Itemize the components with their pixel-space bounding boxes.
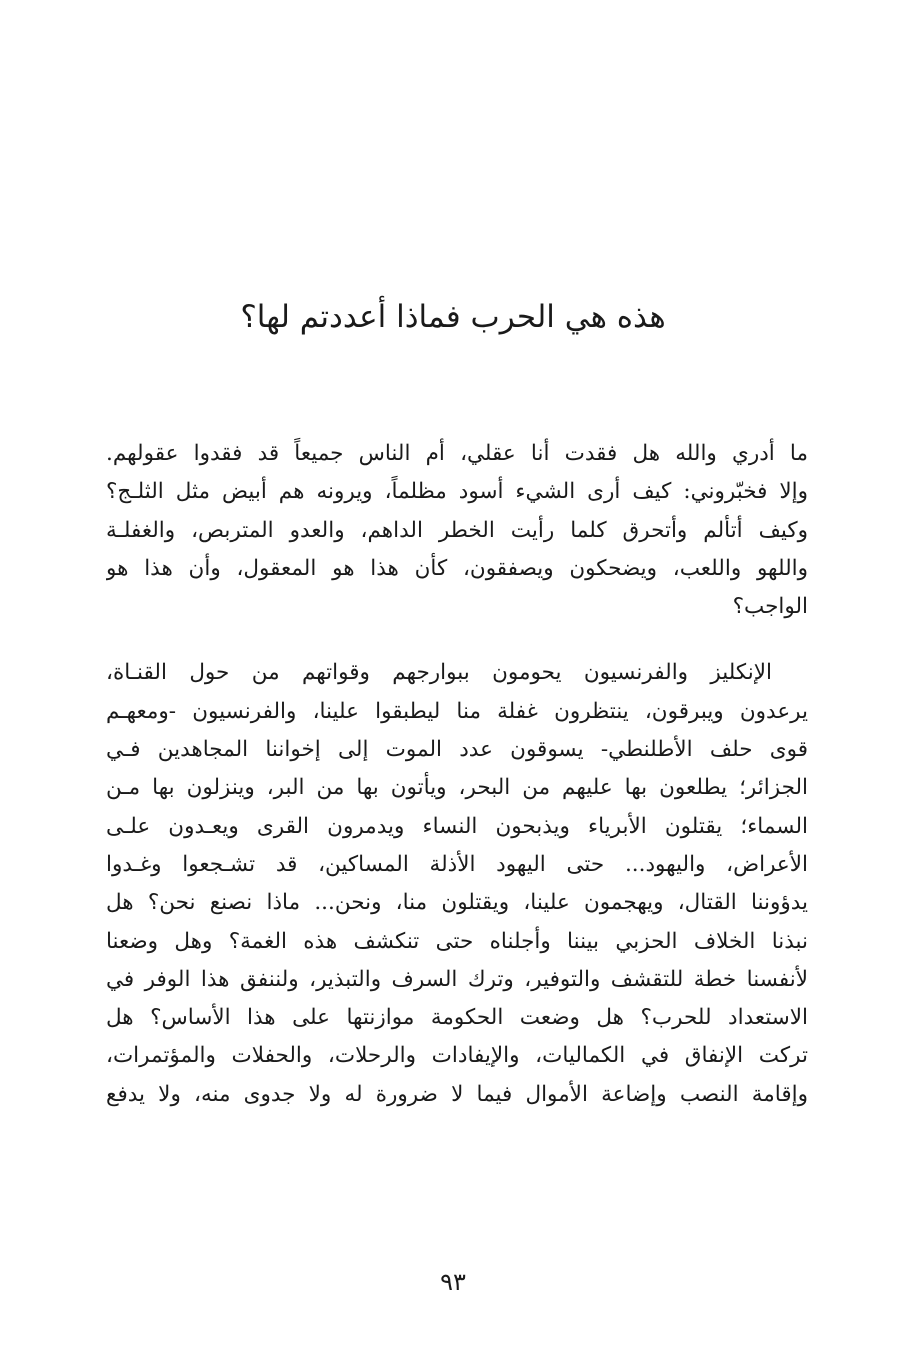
text-line: الأعراض، واليهود... حتى اليهود الأذلة المساكين، قد تشـجعوا وغـدوا bbox=[106, 851, 808, 877]
text-line: وإقامة النصب وإضاعة الأموال فيما لا ضرورة له ولا جدوى منه، ولا يدفع bbox=[106, 1081, 808, 1107]
text-line: تركت الإنفاق في الكماليات، والإيفادات والرحلات، والحفلات والمؤتمرات، bbox=[106, 1043, 808, 1069]
text-line: الواجب؟ bbox=[732, 594, 808, 620]
text-line: وإلا فخبّروني: كيف أرى الشيء أسود مظلماً، ويرونه هم أبيض مثل الثلـج؟ bbox=[106, 479, 808, 505]
page-number: ٩٣ bbox=[440, 1268, 466, 1296]
text-line: واللهو واللعب، ويضحكون ويصفقون، كأن هذا هو المعقول، وأن هذا هو bbox=[106, 555, 808, 581]
text-line: الإنكليز والفرنسيون يحومون ببوارجهم وقواتهم من حول القنـاة، bbox=[106, 660, 772, 686]
body-text bbox=[106, 435, 808, 1114]
paragraph-2 bbox=[106, 654, 808, 1114]
text-line: الاستعداد للحرب؟ هل وضعت الحكومة موازنتها على هذا الأساس؟ هل bbox=[106, 1005, 808, 1031]
text-line: الجزائر؛ يطلعون بها عليهم من البحر، ويأتون بها من البر، وينزلون بها مـن bbox=[106, 775, 808, 801]
page-title: هذه هي الحرب فماذا أعددتم لها؟ bbox=[240, 299, 666, 335]
text-line: لأنفسنا خطة للتقشف والتوفير، وترك السرف والتبذير، ولننفق هذا الوفر في bbox=[106, 966, 808, 992]
text-line: وكيف أتألم وأتحرق كلما رأيت الخطر الداهم، والعدو المتربص، والغفلـة bbox=[106, 517, 808, 543]
text-line: يدؤوننا القتال، ويهجمون علينا، ويقتلون منا، ونحن... ماذا نصنع نحن؟ هل bbox=[106, 890, 808, 916]
text-line: ما أدري والله هل فقدت أنا عقلي، أم الناس جميعاً قد فقدوا عقولهم. bbox=[106, 441, 808, 466]
text-line: السماء؛ يقتلون الأبرياء ويذبحون النساء ويدمرون القرى ويعـدون علـى bbox=[106, 813, 808, 839]
paragraph-1 bbox=[106, 435, 808, 626]
paragraph-gap bbox=[106, 626, 808, 654]
text-line: قوى حلف الأطلنطي- يسوقون عدد الموت إلى إخواننا المجاهدين فـي bbox=[106, 737, 808, 763]
text-line: نبذنا الخلاف الحزبي بيننا وأجلناه حتى تنكشف هذه الغمة؟ وهل وضعنا bbox=[106, 928, 808, 954]
text-line: يرعدون ويبرقون، ينتظرون غفلة منا ليطبقوا علينا، والفرنسيون -ومعهـم bbox=[106, 698, 808, 724]
